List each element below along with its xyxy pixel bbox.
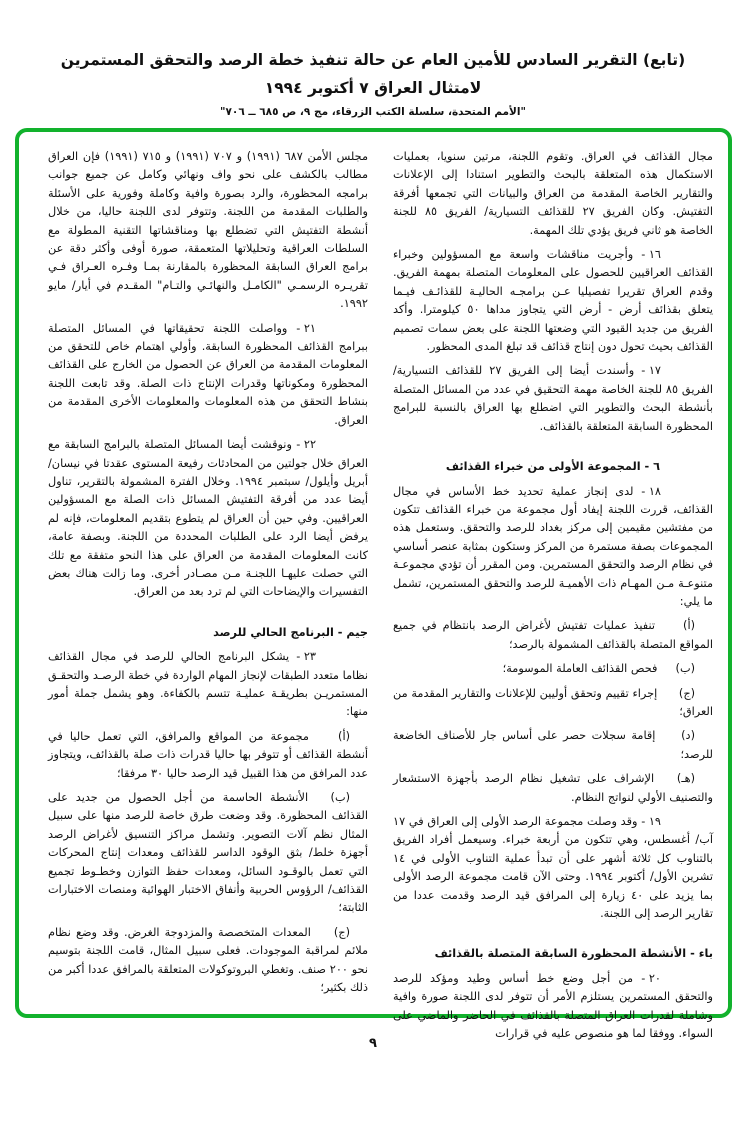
section-heading-6: ٦ - المجموعة الأولى من خبراء القذائف: [445, 460, 661, 474]
paragraph-number: ٢٣ -: [296, 650, 316, 664]
list-item-label: (ب): [330, 791, 350, 804]
paragraph-number: ٢٠ -: [641, 971, 661, 985]
paragraph-number: ١٨ -: [641, 484, 661, 498]
list-item-text: إجراء تقييم وتحقق أوليين للإعلانات والتقارير المقدمة من العراق؛: [393, 686, 713, 718]
list-item-label: (أ): [683, 619, 695, 633]
list-item-label: (أ): [338, 729, 350, 743]
paragraph-text: وواصلت اللجنة تحقيقاتها في المسائل المتصلة ببرامج القذائف المحظورة السابقة. وأولي اهتمام خاص للتحقق من المعلومات المقدمة من العراق عن الحصول من الخارج على القذائف المحظورة ومكوناتها وقدرات الإنتاج ذات الصلة. وقد تابعت اللجنة بنشاط التحقق من هذه المعلومات والمعلومات الأخرى المقدمة من العراق.: [48, 321, 368, 427]
paragraph-text: لدى إنجاز عملية تحديد خط الأساس في مجال القذائف، قررت اللجنة إيفاد أول مجموعة من خبراء القذائف تتكون من مفتشين مقيمين إلى مركز بغداد للرصد والتحقق. وستعمل هذه المجموعات بصفة مستمرة من المركز وستكون بمثابة عنصر أساسي في نظام الرصد والتحقق المستمرين. ومن المقرر أن تؤدي مجموعـة متنوعـة مـن المهـام ذات الأهميـة للرصد والتحقق المستمرين، تشمل ما يلي:: [393, 484, 713, 608]
paragraph-continued: مجال القذائف في العراق. وتقوم اللجنة، مرتين سنويا، بعمليات الاستكمال هذه المتعلقة بالبحث والتطوير استنادا إلى الإعلانات والتقارير الخاصة المقدمة من العراق والبيانات التي تجمعها أفرقة التفتيش. وكان الفريق ٢٧ للقذائف التسيارية/ الفريق ٨٥ للجنة الخاصة هو ثاني فريق يؤدي تلك المهمة.: [393, 150, 713, 237]
left-column: [48, 148, 368, 1003]
list-item-text: تنفيذ عمليات تفتيش لأغراض الرصد بانتظام في جميع المواقع المتصلة بالقذائف المشمولة بالرصد؛: [393, 619, 713, 651]
list-item: [393, 770, 713, 807]
list-item: [48, 789, 368, 918]
paragraph-text: ونوقشت أيضا المسائل المتصلة بالبرامج السابقة مع العراق خلال جولتين من المحادثات رفيعة المستوى عقدتا في نيسان/ أبريل وأيلول/ سبتمبر ١٩٩٤. وخلال الفترة المشمولة بالتقرير، تناول أيضا عدد من أفرقة التفتيش المسائل ذات الصلة مع المسؤولين العراقيين. وفي حين أن العراق لم يتطوع بتقديم المعلومات، فإنه لم يرفض أيضا الرد على الطلبات المحددة من اللجنة. وبصفة عامة، كانت المعلومات المقدمة من العراق على هذا النحو متفقة مع تلك التي حصلت عليهـا اللجنـة مـن مصـادر أخرى. وما زالت هناك بعض التفسيرات والإيضاحات التي لم ترد بعد من العراق.: [48, 438, 368, 599]
right-column: [393, 148, 713, 1049]
list-item-label: (ج): [678, 686, 696, 700]
list-item-label: (هـ): [676, 772, 695, 786]
paragraph-number: ١٩ -: [641, 815, 661, 828]
paragraph-22: [48, 436, 368, 602]
paragraph-19: [393, 813, 713, 923]
paragraph-text: وأجريت مناقشات واسعة مع المسؤولين وخبراء القذائف العراقيين للحصول على المعلومات المتصلة بمهمة الفريق. وقدم العراق تقريرا تفصيليا عـن برامجـه الحاليـة للقذائـف فيـما يتعلق بقذائف أرض - أرض التي يتجاوز مداها ٥٠ كيلومترا. وأكد الفريق من جديد القيود التي وضعتها اللجنة على بعض سمات تصميم القذائف بحيث تحول دون إنتاج قذائف قد تبلغ المدى المحظور.: [393, 248, 713, 354]
document-title: (تابع) التقرير السادس للأمين العام عن حالة تنفيذ خطة الرصد والتحقق المستمرين: [60, 51, 686, 69]
paragraph-23: [48, 648, 368, 722]
list-item-text: الإشراف على تشغيل نظام الرصد بأجهزة الاستشعار والتصنيف الأولي لنواتج النظام.: [393, 772, 713, 804]
list-item: [393, 685, 713, 722]
paragraph-20: [393, 970, 713, 1044]
paragraph-21: [48, 320, 368, 430]
paragraph-number: ٢١ -: [296, 321, 316, 335]
list-item-text: مجموعة من المواقع والمرافق، التي تعمل حاليا في أنشطة القذائف أو تتوفر بها حاليا قدرات ذات صلة بالقذائف، ويتجاوز عدد المرافق من هذا القبيل قيد الرصد حاليا ٣٠ مرفقا؛: [48, 729, 368, 780]
list-item-text: إقامة سجلات حصر على أساس جار للأصناف الخاضعة للرصد؛: [393, 729, 713, 761]
list-item-text: المعدات المتخصصة والمزدوجة الغرض. وقد وضع نظام ملائم لمراقبة الموجودات. فعلى سبيل المثال، قامت اللجنة بتوسيم نحو ٢٠٠ صنف. وتغطي البروتوكولات المتعلقة بالمرافق عددا أكبر من ذلك بكثير؛: [48, 925, 368, 995]
paragraph-text: يشكل البرنامج الحالي للرصد في مجال القذائف نظاما متعدد الطبقات لإنجاز المهام الواردة في خطة الرصـد والتحقـق المستمريـن بطريقـة عمليـة تتسم بالكفاءة. وهو يشمل جملة أمور منها:: [48, 650, 368, 719]
list-item-label: (ب): [675, 662, 695, 676]
list-item-text: الأنشطة الحاسمة من أجل الحصول من جديد على القذائف المحظورة. وقد وضعت طرق خاصة للرصد منها على سبيل المثال نظم آلات التصوير. وتشمل مراكز التنسيق لأغراض الرصد أجهزة خلط/ بثق الوقود الداسر للقذائف ومعدات إنتاج المحركات التي تعمل بالوقـود السائل، ومعدات حفظ التوازن وخطـوط تجميع القذائف/ الرؤوس الحربية وأنفاق الاختبار الهوائية ومنصات الاختبارات الثابتة؛: [48, 791, 368, 915]
list-item-text: فحص القذائف العاملة الموسومة؛: [502, 662, 658, 676]
paragraph-text: من أجل وضع خط أساس وطيد ومؤكد للرصد والتحقق المستمرين يستلزم الأمر أن تتوفر لدى اللجنة صورة وافية وشاملة لقدرات العراق المتصلة بالقذائف في الحاضر والماضي على السواء. ووفقا لما هو منصوص عليه في قرارات: [393, 971, 713, 1041]
document-subtitle: لامتثال العراق ٧ أكتوبر ١٩٩٤: [264, 79, 482, 97]
document-header: [0, 48, 746, 120]
paragraph-16: [393, 246, 713, 356]
paragraph-number: ١٧ -: [641, 364, 661, 378]
list-item: [48, 924, 368, 998]
source-citation: "الأمم المتحدة، سلسلة الكتب الزرقاء، مج ٩، ص ٦٨٥ ــ ٧٠٦": [220, 106, 526, 118]
section-heading-b: باء - الأنشطة المحظورة السابقة المتصلة بالقذائف: [434, 947, 713, 961]
paragraph-number: ٢٢ -: [296, 438, 317, 452]
paragraph-number: ١٦ -: [641, 248, 661, 262]
list-item: [393, 727, 713, 764]
paragraph-text: وأسندت أيضا إلى الفريق ٢٧ للقذائف التسيارية/ الفريق ٨٥ للجنة الخاصة مهمة التحقيق في عدد من المسائل المتصلة بأنشطة البحث والتطوير التي اضطلع بها العراق بالنسبة للبرامج المحظورة السابقة المتعلقة بالقذائف.: [393, 364, 713, 433]
list-item: [393, 617, 713, 654]
section-heading-c: جيم - البرنامج الحالي للرصد: [213, 625, 368, 639]
paragraph-text: وقد وصلت مجموعة الرصد الأولى إلى العراق في ١٧ آب/ أغسطس، وهي تتكون من أربعة خبراء. وسيعمل أفراد الفريق بالتناوب كل ثلاثة أشهر على أن تبدأ عملية التناوب الأولى في ١٤ تشرين الأول/ أكتوبر ١٩٩٤. وحتى الآن قامت مجموعة الرصد الأولى بما يزيد على ٤٠ زيارة إلى المرافق قيد الرصد وقدمت عددا من تقارير الرصد إلى اللجنة.: [393, 815, 713, 921]
paragraph-17: [393, 362, 713, 436]
page-number: ٩: [369, 1036, 377, 1051]
list-item-label: (د): [681, 729, 695, 743]
list-item-label: (ج): [333, 925, 350, 939]
paragraph-18: [393, 483, 713, 612]
list-item: [393, 660, 713, 678]
list-item: [48, 728, 368, 783]
paragraph-continued: مجلس الأمن ٦٨٧ (١٩٩١) و ٧٠٧ (١٩٩١) و ٧١٥ (١٩٩١) فإن العراق مطالب بالكشف على نحو واف ونهائي وكامل عن جميع جوانب برامجه المحظورة، والرد بصورة وافية وكاملة وفورية على الأسئلة والطلبات المقدمة من اللجنة. وتتوفر لدى اللجنة حاليا، من خلال أنشطة التفتيش التي تضطلع بها ومناقشاتها التقنية المطولة مع السلطات العراقية وتحليلاتها المتعمقة، صورة أوفى وأكثر دقة عن برامج العراق السابقة المحظورة بالمقارنة بمـا وفـره العـراق فـي تقريـره الرسمـي "الكامـل والنهائـي والتـام" المقـدم في أيار/ مايو ١٩٩٢.: [48, 150, 369, 311]
